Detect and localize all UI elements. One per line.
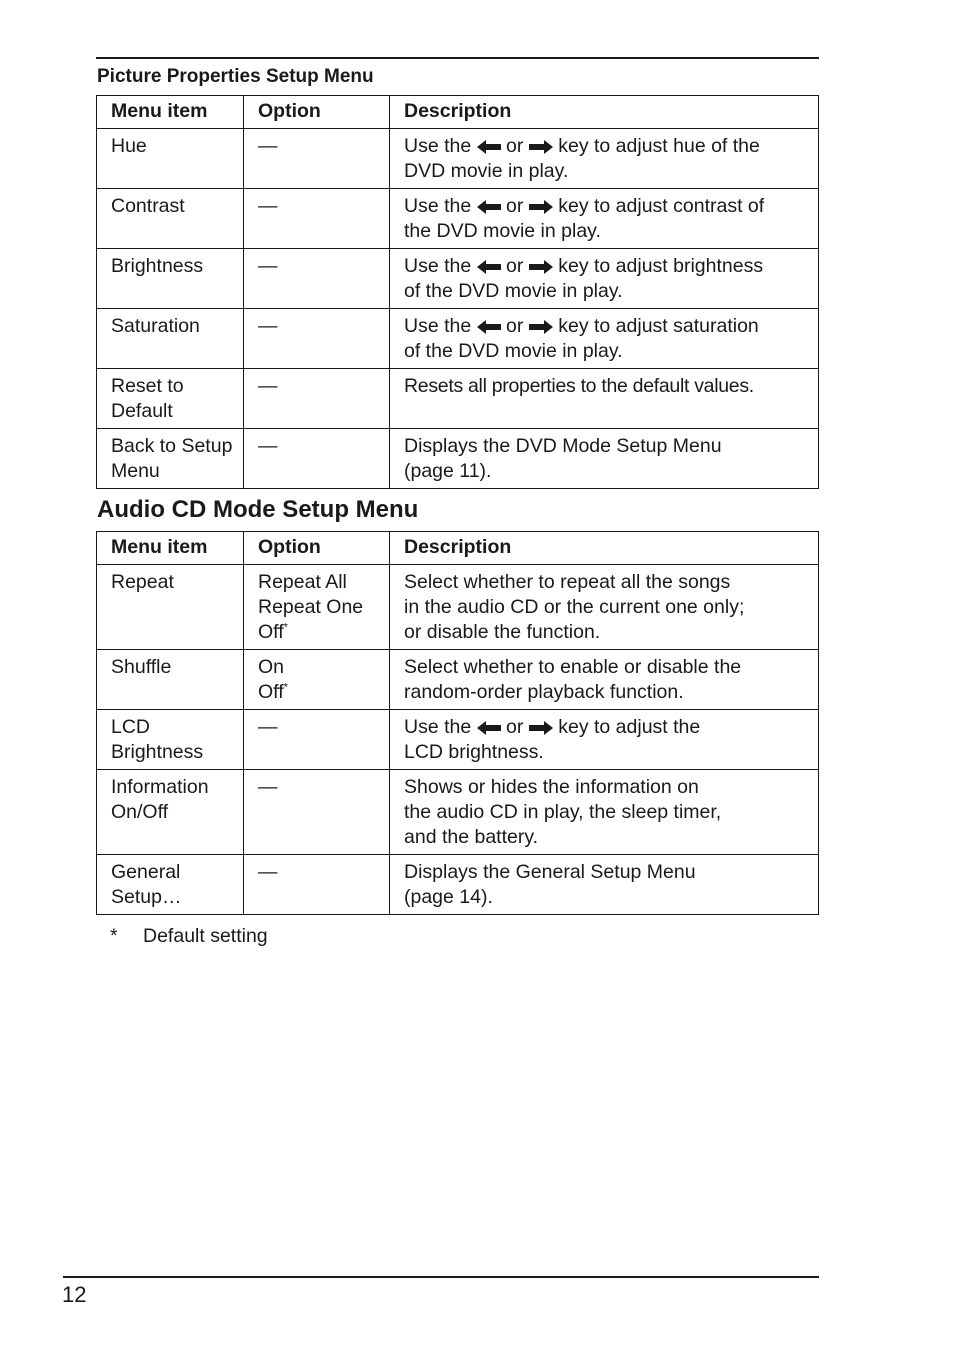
description-line [404, 134, 812, 159]
menu-item-cell [97, 369, 244, 429]
description-line: the audio CD in play, the sleep timer, [404, 801, 722, 823]
picture-table-caption: Picture Properties Setup Menu [97, 66, 374, 87]
option-text: Repeat All [258, 571, 347, 593]
option-text: — [258, 315, 278, 337]
option-cell [244, 855, 390, 915]
option-text: — [258, 195, 278, 217]
menu-item-cell [97, 309, 244, 369]
description-cell [390, 565, 819, 650]
description-text: or [506, 255, 524, 277]
description-text: or [506, 716, 524, 738]
menu-item-cell [97, 855, 244, 915]
option-cell [244, 309, 390, 369]
description-text: key to adjust contrast of [558, 195, 765, 217]
description-line: in the audio CD or the current one only; [404, 596, 745, 618]
footnote [110, 925, 268, 948]
option-cell [244, 129, 390, 189]
right-arrow-icon [529, 260, 553, 274]
menu-item-text: Menu [111, 460, 160, 482]
description-cell [390, 309, 819, 369]
picture-properties-table [96, 95, 819, 489]
option-text: — [258, 375, 278, 397]
header-option: Option [244, 96, 390, 129]
option-cell [244, 710, 390, 770]
description-cell [390, 429, 819, 489]
description-line [404, 254, 812, 279]
table-row [97, 189, 819, 249]
menu-item-text: LCD [111, 716, 151, 738]
description-text: or [506, 315, 524, 337]
default-marker: * [283, 621, 288, 634]
header-description: Description [390, 96, 819, 129]
right-arrow-icon [529, 140, 553, 154]
footnote-text: Default setting [143, 925, 268, 947]
option-text: — [258, 716, 278, 738]
description-line: Shows or hides the information on [404, 776, 699, 798]
header-description: Description [390, 532, 819, 565]
page-number: 12 [62, 1282, 87, 1307]
menu-item-text: Repeat [111, 571, 174, 593]
left-arrow-icon [477, 200, 501, 214]
table-row [97, 710, 819, 770]
footnote-marker: * [110, 925, 118, 947]
description-cell [390, 710, 819, 770]
option-cell [244, 189, 390, 249]
description-line: DVD movie in play. [404, 160, 569, 182]
table-row [97, 650, 819, 710]
left-arrow-icon [477, 140, 501, 154]
option-text: — [258, 776, 278, 798]
description-text: Use the [404, 195, 472, 217]
option-text: — [258, 861, 278, 883]
description-line: and the battery. [404, 826, 539, 848]
description-text: Use the [404, 716, 472, 738]
right-arrow-icon [529, 200, 553, 214]
menu-item-cell [97, 249, 244, 309]
description-line: Select whether to enable or disable the [404, 656, 742, 678]
menu-item-text: General [111, 861, 181, 883]
description-line: Displays the DVD Mode Setup Menu [404, 435, 722, 457]
description-text: Use the [404, 135, 472, 157]
description-cell [390, 770, 819, 855]
menu-item-cell [97, 129, 244, 189]
description-cell [390, 369, 819, 429]
option-text: — [258, 135, 278, 157]
description-text: key to adjust the [558, 716, 701, 738]
description-cell [390, 129, 819, 189]
audio-cd-mode-table [96, 531, 819, 915]
left-arrow-icon [477, 721, 501, 735]
description-line: (page 14). [404, 886, 493, 908]
option-cell [244, 770, 390, 855]
option-text: — [258, 255, 278, 277]
description-text: key to adjust brightness [558, 255, 764, 277]
description-text: Use the [404, 315, 472, 337]
description-text: or [506, 135, 524, 157]
table-row [97, 129, 819, 189]
menu-item-text: Shuffle [111, 656, 172, 678]
default-marker: * [283, 681, 288, 694]
left-arrow-icon [477, 320, 501, 334]
description-cell [390, 189, 819, 249]
table-row [97, 249, 819, 309]
description-line: Resets all properties to the default values. [404, 375, 754, 397]
menu-item-text: Reset to [111, 375, 184, 397]
description-line: Select whether to repeat all the songs [404, 571, 731, 593]
description-line [404, 314, 812, 339]
menu-item-text: Hue [111, 135, 147, 157]
table-header-row [97, 96, 819, 129]
description-line [404, 715, 812, 740]
description-cell [390, 249, 819, 309]
description-text: key to adjust saturation [558, 315, 759, 337]
description-cell [390, 650, 819, 710]
option-cell [244, 650, 390, 710]
option-cell [244, 565, 390, 650]
description-line: the DVD movie in play. [404, 220, 601, 242]
description-line: of the DVD movie in play. [404, 340, 623, 362]
menu-item-text: Information [111, 776, 209, 798]
menu-item-text: Setup… [111, 886, 182, 908]
left-arrow-icon [477, 260, 501, 274]
option-text: Repeat One [258, 596, 364, 618]
header-menu-item: Menu item [97, 96, 244, 129]
audio-section-heading: Audio CD Mode Setup Menu [97, 496, 419, 523]
table-row [97, 565, 819, 650]
menu-item-cell [97, 650, 244, 710]
description-text: key to adjust hue of the [558, 135, 760, 157]
description-line: Displays the General Setup Menu [404, 861, 696, 883]
description-text: or [506, 195, 524, 217]
table-header-row [97, 532, 819, 565]
option-cell [244, 249, 390, 309]
bottom-rule [63, 1276, 819, 1278]
option-cell [244, 429, 390, 489]
option-text: On [258, 656, 285, 678]
description-line [404, 194, 812, 219]
menu-item-cell [97, 710, 244, 770]
header-option: Option [244, 532, 390, 565]
menu-item-text: On/Off [111, 801, 169, 823]
option-line [258, 620, 383, 645]
description-line: random-order playback function. [404, 681, 684, 703]
table-row [97, 770, 819, 855]
description-line: or disable the function. [404, 621, 601, 643]
menu-item-text: Back to Setup [111, 435, 233, 457]
menu-item-text: Contrast [111, 195, 185, 217]
menu-item-cell [97, 429, 244, 489]
menu-item-text: Brightness [111, 255, 204, 277]
description-line: (page 11). [404, 460, 492, 482]
description-line: LCD brightness. [404, 741, 544, 763]
right-arrow-icon [529, 721, 553, 735]
top-rule [96, 57, 819, 59]
table-row [97, 369, 819, 429]
menu-item-cell [97, 189, 244, 249]
option-text: Off [258, 621, 284, 643]
description-cell [390, 855, 819, 915]
table-row [97, 429, 819, 489]
menu-item-text: Default [111, 400, 173, 422]
option-line [258, 680, 383, 705]
option-text: — [258, 435, 278, 457]
description-text: Use the [404, 255, 472, 277]
option-cell [244, 369, 390, 429]
option-text: Off [258, 681, 284, 703]
menu-item-text: Brightness [111, 741, 204, 763]
menu-item-cell [97, 770, 244, 855]
menu-item-cell [97, 565, 244, 650]
description-line: of the DVD movie in play. [404, 280, 623, 302]
menu-item-text: Saturation [111, 315, 200, 337]
table-row [97, 309, 819, 369]
table-row [97, 855, 819, 915]
header-menu-item: Menu item [97, 532, 244, 565]
right-arrow-icon [529, 320, 553, 334]
